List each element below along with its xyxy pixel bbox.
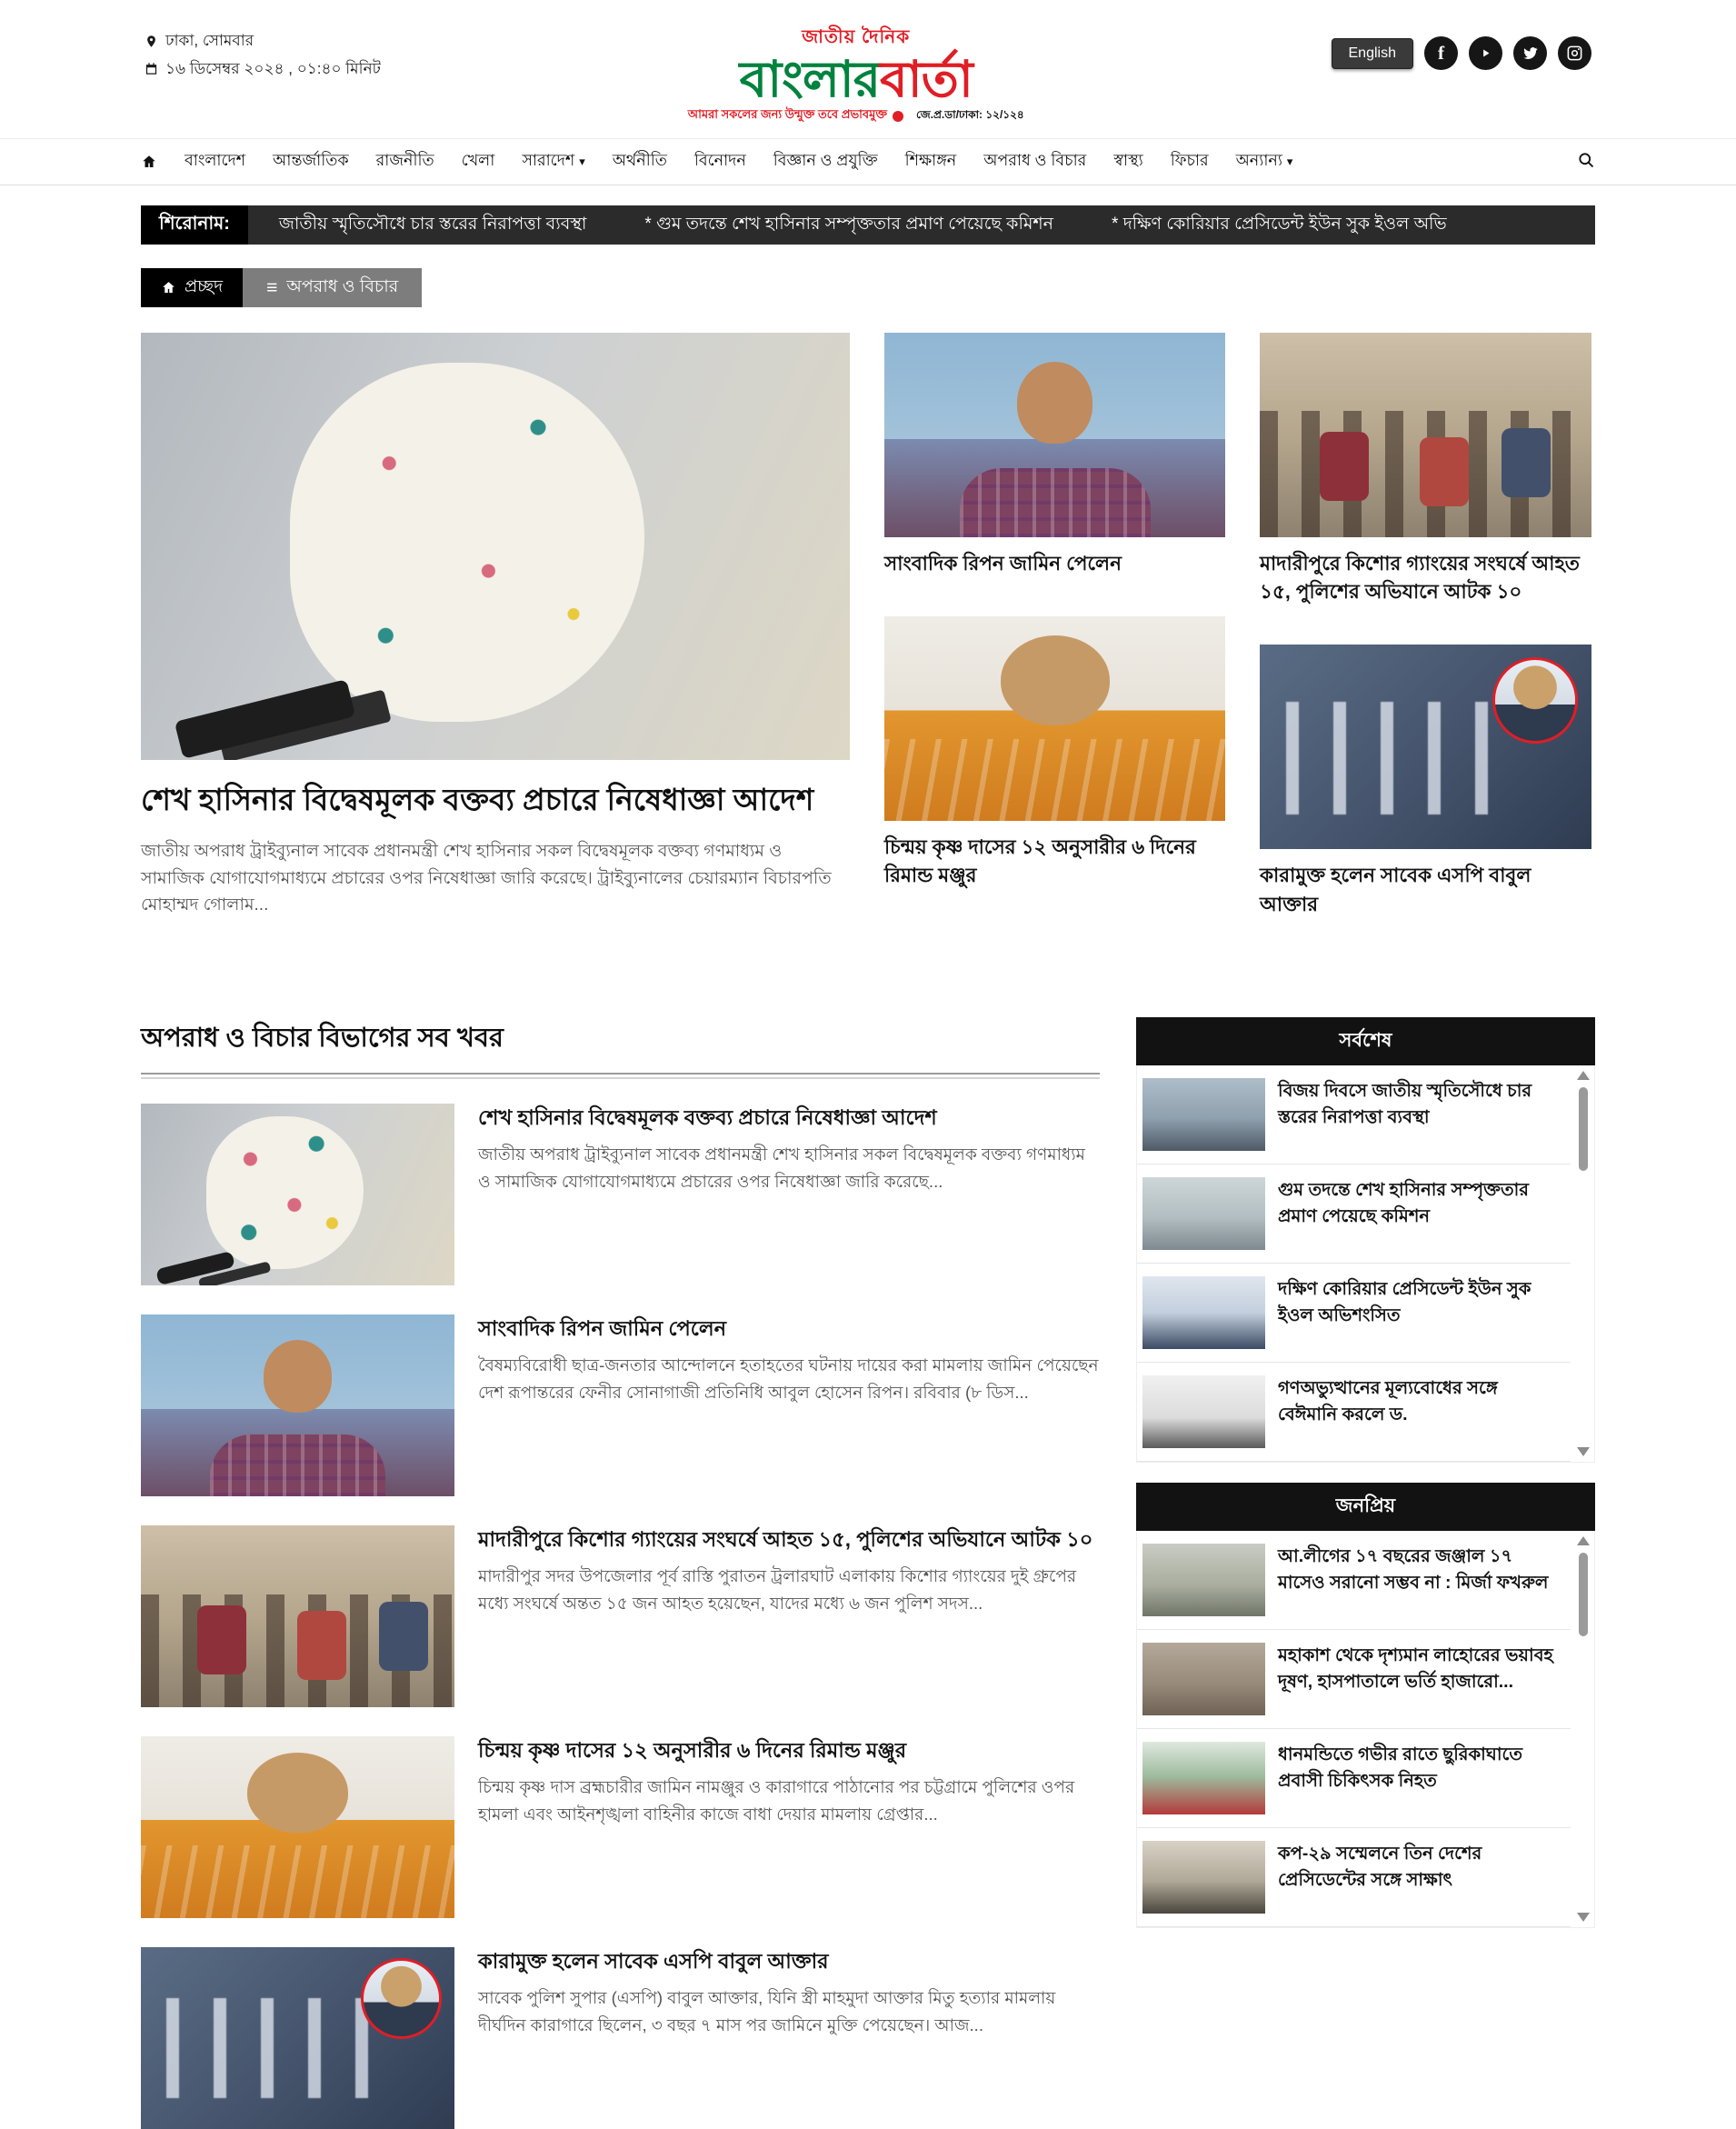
- sidebar-list-item: [1137, 1164, 1571, 1264]
- middle-column: [884, 333, 1225, 957]
- breaking-news-ticker: [141, 205, 1595, 245]
- hamburger-icon: ≡: [266, 276, 278, 298]
- scroll-down-arrow[interactable]: [1577, 1447, 1590, 1456]
- dateline: [145, 24, 381, 83]
- list-item: [141, 1736, 1100, 1918]
- featured-article-excerpt: জাতীয় অপরাধ ট্রাইব্যুনাল সাবেক প্রধানমন্ত্রী শেখ হাসিনার সকল বিদ্বেষমূলক বক্তব্য গণমাধ্যম ও সামাজিক যোগাযোগমাধ্যমে প্রচারের ওপর নিষেধাজ্ঞা জারি করেছে। ট্রাইব্যুনালের চেয়ারম্যান বিচারপতি মোহাম্মদ গোলাম...: [141, 842, 832, 915]
- nav-item-economy[interactable]: অর্থনীতি: [612, 150, 667, 169]
- home-icon: [141, 154, 157, 170]
- calendar-icon: [145, 62, 158, 75]
- header-actions: [1332, 24, 1591, 70]
- article-title[interactable]: দক্ষিণ কোরিয়ার প্রেসিডেন্ট ইউন সুক ইওল অভিশংসিত: [1278, 1278, 1531, 1326]
- scroll-up-arrow[interactable]: [1577, 1536, 1590, 1545]
- article-title[interactable]: মহাকাশ থেকে দৃশ্যমান লাহোরের ভয়াবহ দূষণ, হাসপাতালে ভর্তি হাজারো...: [1278, 1644, 1553, 1693]
- right-column: [1260, 333, 1591, 957]
- article-title[interactable]: কারামুক্ত হলেন সাবেক এসপি বাবুল আক্তার: [478, 1949, 829, 1973]
- youtube-icon[interactable]: [1469, 36, 1502, 70]
- ticker-item[interactable]: * দক্ষিণ কোরিয়ার প্রেসিডেন্ট ইউন সুক ইওল অভি: [1112, 214, 1447, 234]
- nav-item-countrywide[interactable]: সারাদেশ ▾: [522, 150, 585, 169]
- panel-title: জনপ্রিয়: [1136, 1483, 1595, 1531]
- home-icon: [161, 280, 176, 295]
- nav-item-international[interactable]: আন্তর্জাতিক: [273, 150, 349, 169]
- logo-dot-icon: [893, 111, 903, 122]
- article-thumbnail[interactable]: [141, 1104, 454, 1285]
- featured-article: [141, 333, 850, 957]
- nav-item-sports[interactable]: খেলা: [461, 150, 495, 169]
- logo-motto: আমরা সকলের জন্য উন্মুক্ত তবে প্রভাবমুক্ত: [688, 106, 903, 125]
- inset-portrait: [1492, 657, 1579, 744]
- top-articles-grid: [141, 333, 1595, 957]
- location-text: ঢাকা, সোমবার: [165, 32, 254, 49]
- article-card-title[interactable]: সাংবাদিক রিপন জামিন পেলেন: [884, 553, 1122, 575]
- ticker-item[interactable]: * গুম তদন্তে শেখ হাসিনার সম্পৃক্ততার প্রমাণ পেয়েছে কমিশন: [644, 214, 1054, 234]
- babul-akter-image[interactable]: [1260, 645, 1591, 849]
- article-title[interactable]: মাদারীপুরে কিশোর গ্যাংয়ের সংঘর্ষে আহত ১৫, পুলিশের অভিযানে আটক ১০: [478, 1527, 1093, 1551]
- article-thumbnail[interactable]: [1142, 1742, 1265, 1814]
- article-card: [1260, 333, 1591, 606]
- article-thumbnail[interactable]: [141, 1736, 454, 1918]
- article-card-title[interactable]: কারামুক্ত হলেন সাবেক এসপি বাবুল আক্তার: [1260, 865, 1531, 915]
- nav-item-crime-justice[interactable]: অপরাধ ও বিচার: [983, 150, 1087, 169]
- category-article-list: [141, 1017, 1100, 2129]
- article-title[interactable]: কপ-২৯ সম্মেলনে তিন দেশের প্রেসিডেন্টের সঙ্গে সাক্ষাৎ: [1278, 1843, 1482, 1891]
- nav-item-others[interactable]: অন্যান্য ▾: [1235, 150, 1293, 169]
- date-time-text: ১৬ ডিসেম্বর ২০২৪ , ০১:৪০ মিনিট: [165, 59, 381, 77]
- ticker-label: শিরোনাম:: [141, 205, 248, 245]
- ticker-track: [248, 205, 1447, 245]
- logo-registration: জে.প্র.ডা/ঢাকা: ১২/১২৪: [916, 107, 1024, 121]
- article-excerpt: চিন্ময় কৃষ্ণ দাস ব্রহ্মচারীর জামিন নামঞ্জুর ও কারাগারে পাঠানোর পর চট্টগ্রামে পুলিশের ওপর হামলা এবং আইনশৃঙ্খলা বাহিনীর কাজে বাধা দেয়ার মামলায় গ্রেপ্তার...: [478, 1777, 1075, 1824]
- nav-item-education[interactable]: শিক্ষাঙ্গন: [904, 150, 957, 169]
- logo-title: বাংলারবার্তা: [739, 51, 973, 107]
- panel-title: সর্বশেষ: [1136, 1017, 1595, 1065]
- twitter-icon[interactable]: [1513, 36, 1547, 70]
- nav-item-health[interactable]: স্বাস্থ্য: [1113, 150, 1143, 169]
- article-title[interactable]: ধানমন্ডিতে গভীর রাতে ছুরিকাঘাতে প্রবাসী চিকিৎসক নিহত: [1278, 1744, 1522, 1792]
- inset-portrait: [361, 1958, 443, 2040]
- english-language-button[interactable]: English: [1332, 38, 1413, 69]
- main-navigation: [0, 138, 1736, 185]
- article-thumbnail[interactable]: [141, 1947, 454, 2129]
- article-title[interactable]: বিজয় দিবসে জাতীয় স্মৃতিসৌধে চার স্তরের নিরাপত্তা ব্যবস্থা: [1278, 1080, 1532, 1128]
- scroll-thumb[interactable]: [1579, 1553, 1588, 1636]
- sidebar-list-item: [1137, 1729, 1571, 1828]
- article-card: [884, 616, 1225, 890]
- madaripur-clash-image[interactable]: [1260, 333, 1591, 537]
- logo-kicker: জাতীয় দৈনিক: [802, 27, 911, 47]
- article-title[interactable]: গণঅভ্যুত্থানের মূল্যবোধের সঙ্গে বেঈমানি করলে ড.: [1278, 1377, 1498, 1425]
- latest-news-panel: [1136, 1017, 1595, 1463]
- nav-item-entertainment[interactable]: বিনোদন: [693, 150, 746, 169]
- article-thumbnail[interactable]: [1142, 1643, 1265, 1715]
- featured-article-title[interactable]: শেখ হাসিনার বিদ্বেষমূলক বক্তব্য প্রচারে নিষেধাজ্ঞা আদেশ: [141, 783, 814, 817]
- search-button[interactable]: [1577, 151, 1595, 174]
- panel-scrollbar[interactable]: [1576, 1071, 1591, 1456]
- sidebar-list-item: [1137, 1531, 1571, 1630]
- sidebar-list-item: [1137, 1630, 1571, 1729]
- site-logo[interactable]: [688, 24, 1024, 125]
- article-thumbnail[interactable]: [1142, 1375, 1265, 1448]
- nav-item-politics[interactable]: রাজনীতি: [375, 150, 434, 169]
- search-icon: [1577, 151, 1595, 169]
- article-title[interactable]: শেখ হাসিনার বিদ্বেষমূলক বক্তব্য প্রচারে নিষেধাজ্ঞা আদেশ: [478, 1105, 937, 1129]
- facebook-icon[interactable]: f: [1424, 36, 1458, 70]
- article-title[interactable]: চিন্ময় কৃষ্ণ দাসের ১২ অনুসারীর ৬ দিনের রিমান্ড মঞ্জুর: [478, 1738, 907, 1762]
- article-excerpt: মাদারীপুর সদর উপজেলার পূর্ব রাস্তি পুরাতন ট্রলারঘাট এলাকায় কিশোর গ্যাংয়ের দুই গ্রুপের মধ্যে সংঘর্ষে অন্তত ১৫ জন আহত হয়েছেন, যাদের মধ্যে ৬ জন পুলিশ সদস...: [478, 1566, 1077, 1613]
- chinmoy-das-image[interactable]: [884, 616, 1225, 821]
- nav-item-bangladesh[interactable]: বাংলাদেশ: [185, 150, 246, 169]
- site-header: [141, 0, 1595, 138]
- section-title: অপরাধ ও বিচার বিভাগের সব খবর: [141, 1017, 1100, 1074]
- breadcrumb-home[interactable]: প্রচ্ছদ: [141, 268, 243, 307]
- nav-home[interactable]: [141, 154, 157, 170]
- article-thumbnail[interactable]: [1142, 1078, 1265, 1151]
- article-thumbnail[interactable]: [141, 1525, 454, 1707]
- location-pin-icon: [145, 35, 158, 48]
- article-thumbnail[interactable]: [1142, 1544, 1265, 1616]
- article-card-title[interactable]: মাদারীপুরে কিশোর গ্যাংয়ের সংঘর্ষে আহত ১৫, পুলিশের অভিযানে আটক ১০: [1260, 553, 1580, 604]
- scroll-up-arrow[interactable]: [1577, 1071, 1590, 1080]
- sidebar-list-item: [1137, 1828, 1571, 1927]
- article-excerpt: বৈষম্যবিরোধী ছাত্র-জনতার আন্দোলনে হতাহতের ঘটনায় দায়ের করা মামলায় জামিন পেয়েছেন দেশ রূপান্তরের ফেনীর সোনাগাজী প্রতিনিধি আবুল হোসেন রিপন। রবিবার (৮ ডিস...: [478, 1355, 1099, 1402]
- article-excerpt: জাতীয় অপরাধ ট্রাইব্যুনাল সাবেক প্রধানমন্ত্রী শেখ হাসিনার সকল বিদ্বেষমূলক বক্তব্য গণমাধ্যম ও সামাজিক যোগাযোগমাধ্যমে প্রচারের ওপর নিষেধাজ্ঞা জারি করেছে...: [478, 1144, 1085, 1191]
- scroll-down-arrow[interactable]: [1577, 1913, 1590, 1922]
- sidebar-list-item: [1137, 1065, 1571, 1164]
- article-card: [884, 333, 1225, 578]
- chevron-down-icon: ▾: [1286, 155, 1293, 169]
- article-card-title[interactable]: চিন্ময় কৃষ্ণ দাসের ১২ অনুসারীর ৬ দিনের রিমান্ড মঞ্জুর: [884, 836, 1196, 887]
- sidebar-list-item: [1137, 1264, 1571, 1363]
- scroll-thumb[interactable]: [1579, 1087, 1588, 1171]
- article-thumbnail[interactable]: [141, 1314, 454, 1496]
- sidebar-list-item: [1137, 1363, 1571, 1462]
- article-title[interactable]: আ.লীগের ১৭ বছরের জঞ্জাল ১৭ মাসেও সরানো সম্ভব না : মির্জা ফখরুল: [1278, 1545, 1549, 1594]
- list-item: [141, 1525, 1100, 1707]
- article-title[interactable]: সাংবাদিক রিপন জামিন পেলেন: [478, 1316, 727, 1340]
- featured-article-image[interactable]: [141, 333, 850, 760]
- popular-news-panel: [1136, 1483, 1595, 1928]
- article-thumbnail[interactable]: [1142, 1276, 1265, 1349]
- nav-item-science-tech[interactable]: বিজ্ঞান ও প্রযুক্তি: [773, 150, 878, 169]
- article-title[interactable]: গুম তদন্তে শেখ হাসিনার সম্পৃক্ততার প্রমাণ পেয়েছে কমিশন: [1278, 1179, 1530, 1227]
- panel-scrollbar[interactable]: [1576, 1536, 1591, 1922]
- sidebar: [1136, 1017, 1595, 1948]
- article-card: [1260, 645, 1591, 918]
- chevron-down-icon: ▾: [579, 155, 585, 169]
- list-item: [141, 1314, 1100, 1496]
- article-thumbnail[interactable]: [1142, 1177, 1265, 1250]
- nav-item-feature[interactable]: ফিচার: [1170, 150, 1209, 169]
- article-thumbnail[interactable]: [1142, 1841, 1265, 1914]
- breadcrumb: [141, 268, 1595, 307]
- list-item: [141, 1104, 1100, 1285]
- ripon-journalist-image[interactable]: [884, 333, 1225, 537]
- article-excerpt: সাবেক পুলিশ সুপার (এসপি) বাবুল আক্তার, যিনি স্ত্রী মাহমুদা আক্তার মিতু হত্যার মামলায় দীর্ঘদিন কারাগারে ছিলেন, ৩ বছর ৭ মাস পর জামিনে মুক্তি পেয়েছেন। আজ...: [478, 1988, 1056, 2034]
- instagram-icon[interactable]: [1558, 36, 1591, 70]
- breadcrumb-category[interactable]: ≡ অপরাধ ও বিচার: [243, 268, 422, 307]
- ticker-item[interactable]: জাতীয় স্মৃতিসৌধে চার স্তরের নিরাপত্তা ব্যবস্থা: [278, 214, 587, 234]
- list-item: [141, 1947, 1100, 2129]
